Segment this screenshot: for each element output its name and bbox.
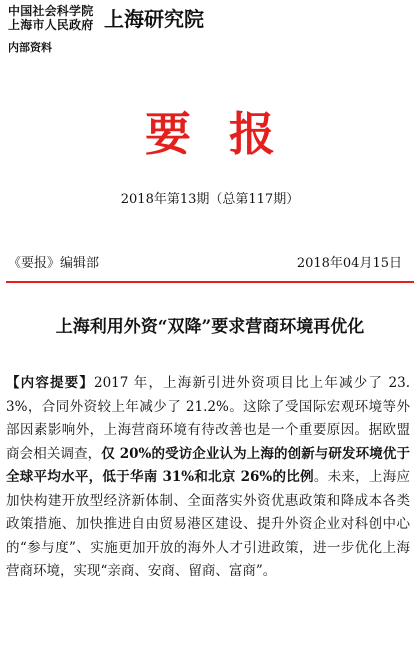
abstract-label: 【内容提要】 (6, 375, 94, 391)
article-abstract (6, 372, 410, 584)
publication-date: 2018年04月15日 (296, 256, 402, 271)
masthead-divider (6, 281, 414, 283)
org-name-shanghai-gov: 上海市人民政府 (8, 18, 94, 32)
abstract-highlight: 仅 20%的受访企业认为上海的创新与研发环境优于全球平均水平，低于华南 31%和北京 26%的比例 (6, 445, 410, 485)
classification-label: 内部资料 (8, 41, 52, 54)
article-title: 上海利用外资“双降”要求营商环境再优化 (55, 317, 365, 337)
abstract-text-part1: 2017 年，上海新引进外资项目比上年减少了 23.3%，合同外资较上年减少了 21.2%。这除了受国际宏观环境等外部因素影响外，上海营商环境有待改善也是一个重要原因。据欧盟商会相关调查， (6, 375, 410, 462)
org-name-cass: 中国社会科学院 (8, 4, 94, 18)
institute-name: 上海研究院 (104, 7, 204, 31)
header (8, 4, 412, 44)
editor-name: 《要报》编辑部 (8, 256, 100, 271)
abstract-text-part2: 。未来，上海应加快构建开放型经济新体制、全面落实外资优惠政策和降成本各类政策措施、加快推进自由贸易港区建设、提升外资企业对科创中心的“参与度”、实施更加开放的海外人才引进政策，进一步优化上海营商环境，实现“亲商、安商、留商、富商”。 (6, 469, 410, 579)
masthead-title: 要报 (145, 107, 313, 161)
issue-number: 2018年第13期（总第117期） (120, 192, 300, 207)
